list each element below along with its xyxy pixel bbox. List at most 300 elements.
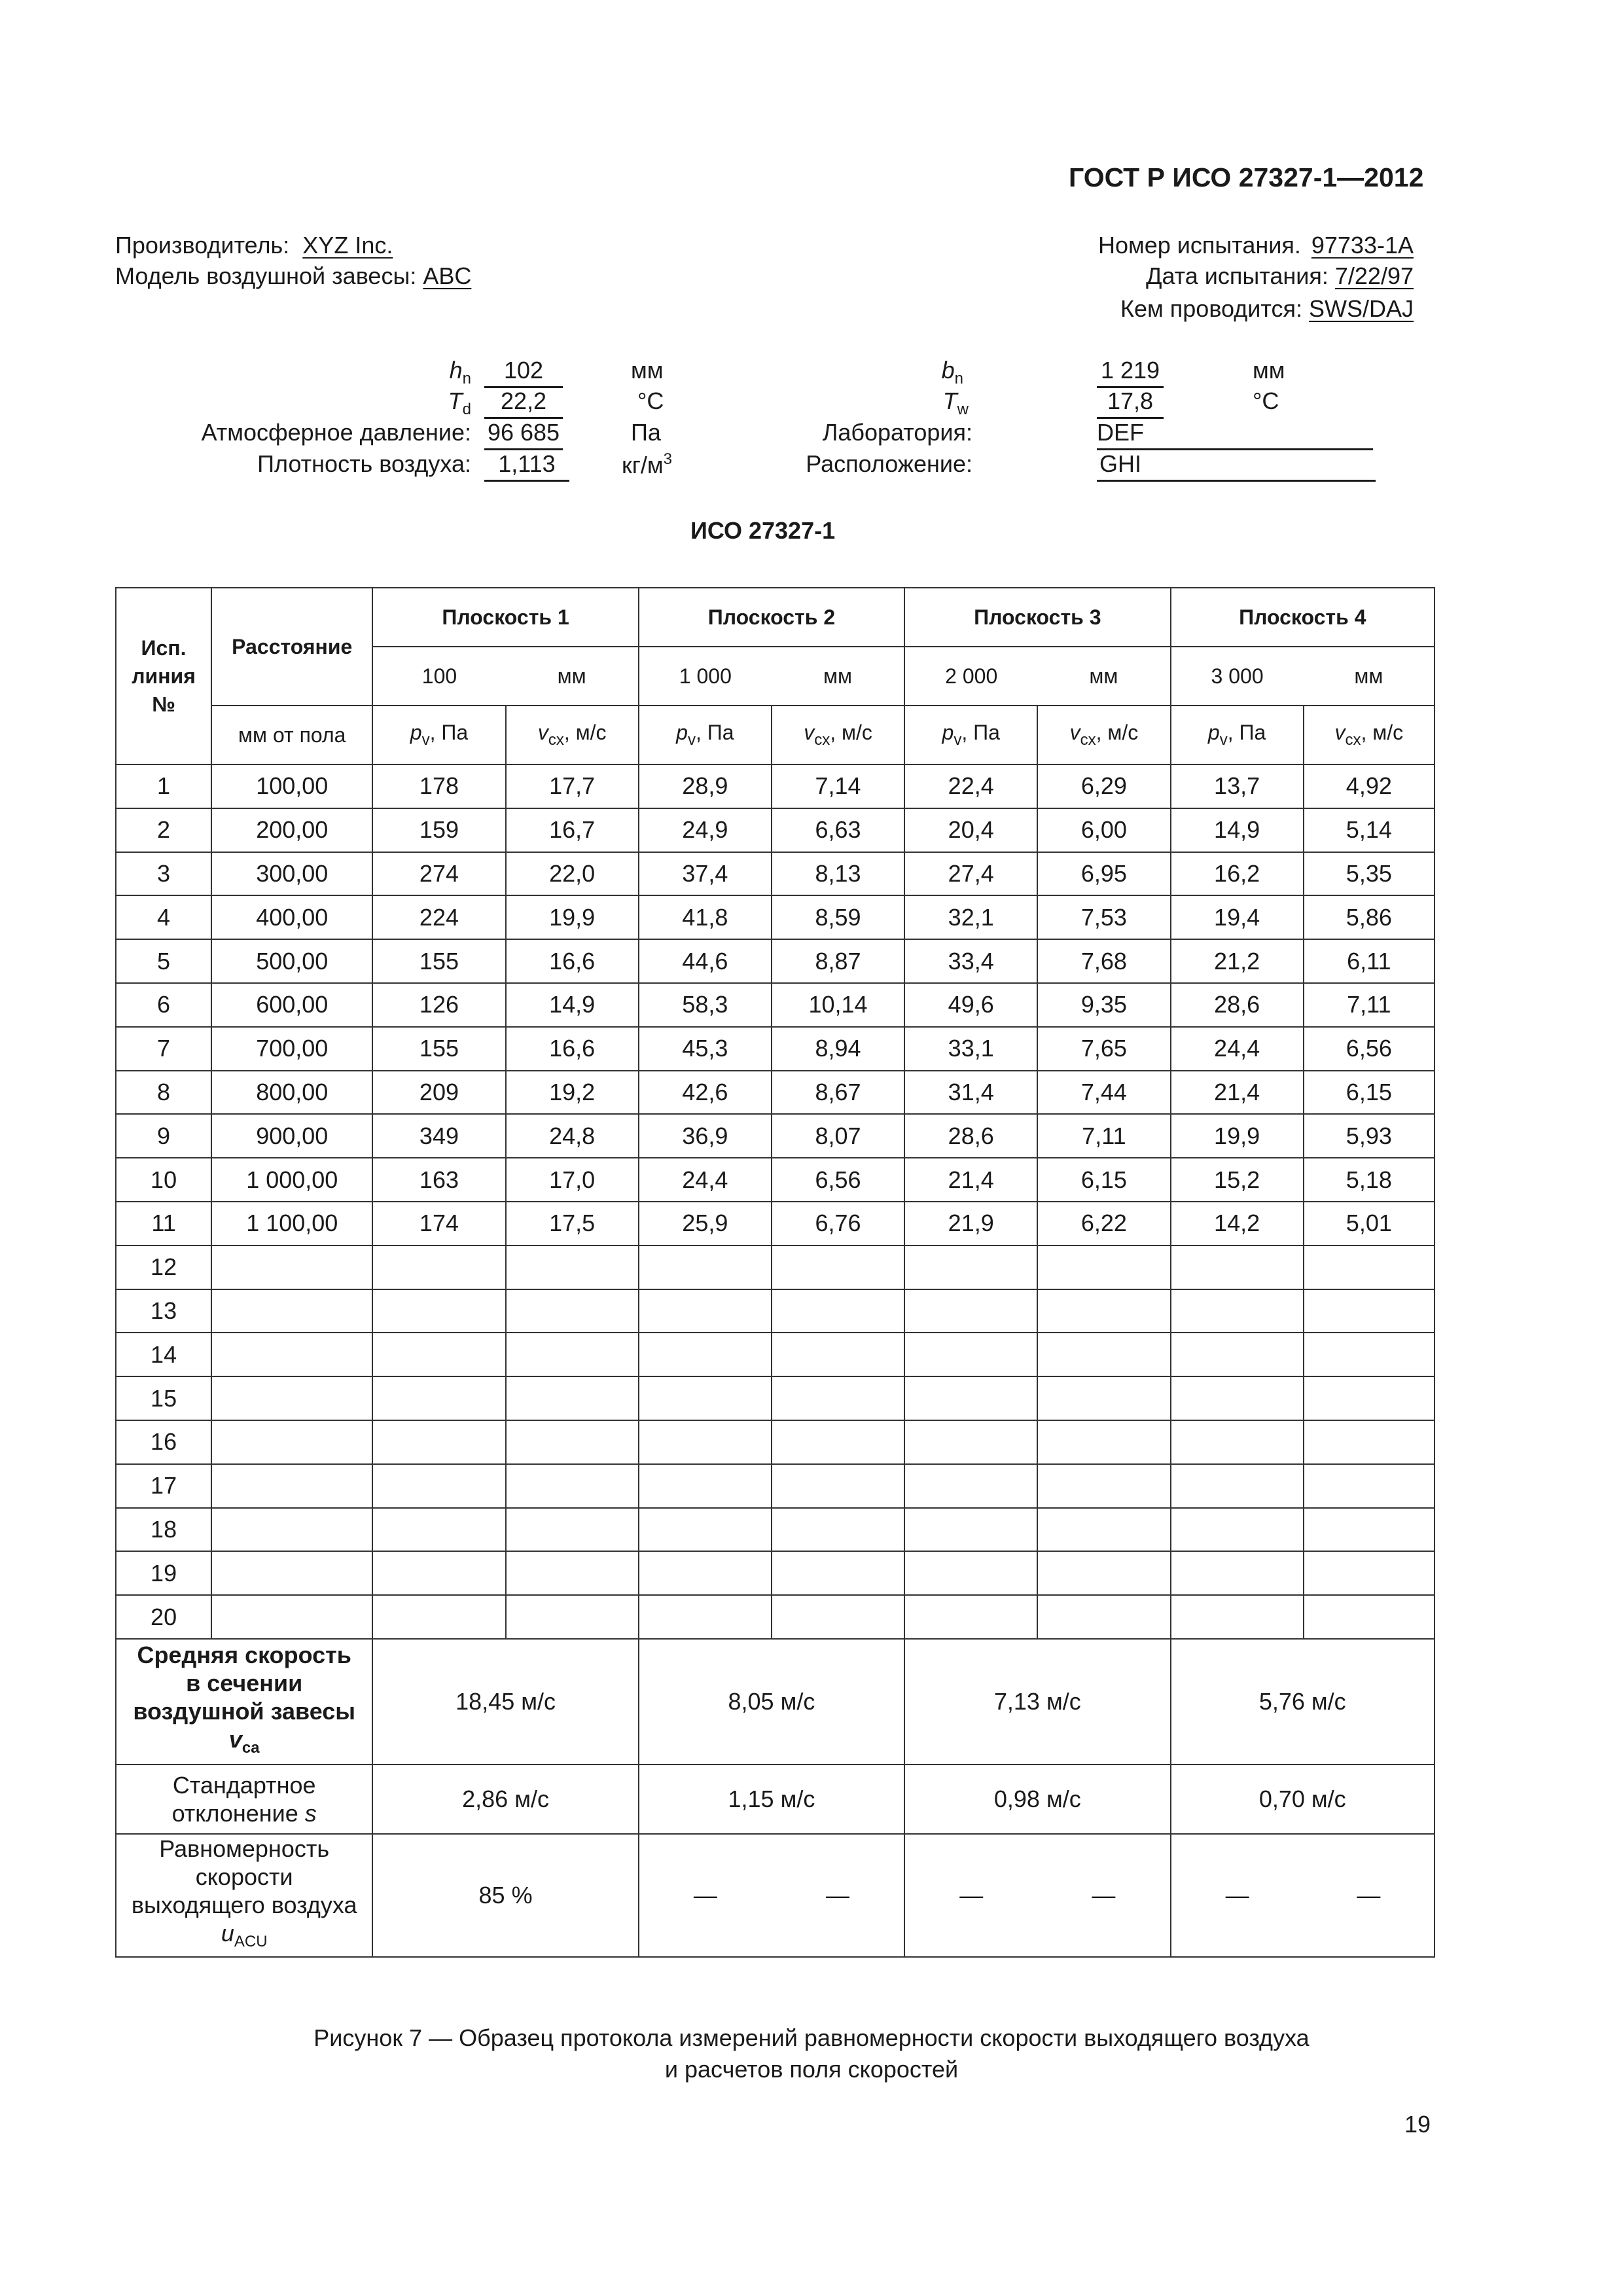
pv-cell: 178 [372,764,505,808]
density-label: Плотность воздуха: [257,450,471,477]
vcx-cell: 7,53 [1037,895,1170,939]
std-dev-plane-2: 1,15 м/с [639,1765,904,1834]
plane-4-distance: 3 000 [1171,647,1304,706]
distance-cell [211,1551,372,1595]
vcx-cell: 9,35 [1037,983,1170,1027]
header-distance: Расстояние [211,588,372,706]
vcx-cell: 16,6 [506,939,639,983]
vcx-cell: 5,01 [1304,1202,1435,1246]
vcx-cell: 17,5 [506,1202,639,1246]
line-number-cell: 10 [116,1158,211,1202]
table-row [116,1420,1435,1464]
pressure-label: Атмосферное давление: [201,419,471,446]
pv-header: $p_v$, Па [904,706,1037,764]
td-value: 22,2 [500,387,547,414]
caption-line-1: Рисунок 7 — Образец протокола измерений равномерности скорости выходящего воздуха [313,2024,1310,2051]
avg-velocity-plane-1: 18,45 м/с [372,1639,638,1765]
pv-cell [372,1333,505,1376]
pv-cell [639,1333,772,1376]
distance-cell [211,1464,372,1508]
vcx-cell [1304,1376,1435,1420]
pv-cell: 45,3 [639,1027,772,1071]
pv-cell [904,1464,1037,1508]
line-number-cell: 2 [116,808,211,852]
td-symbol: $T_d$ [448,387,471,418]
vcx-cell [772,1376,904,1420]
table-row [116,939,1435,983]
vcx-cell: 6,22 [1037,1202,1170,1246]
caption-line-2: и расчетов поля скоростей [664,2056,959,2083]
line-number-cell: 13 [116,1289,211,1333]
distance-cell [211,1333,372,1376]
iso-title: ИСО 27327-1 [690,517,836,544]
vcx-cell [772,1464,904,1508]
vcx-cell: 5,18 [1304,1158,1435,1202]
pv-cell: 44,6 [639,939,772,983]
pv-cell: 22,4 [904,764,1037,808]
header-plane-3: Плоскость 3 [904,588,1170,647]
vcx-header: $v_{cx}$, м/с [1037,706,1170,764]
line-number-cell: 15 [116,1376,211,1420]
table-row [116,983,1435,1027]
location-value: GHI [1099,450,1142,477]
test-number-value: 97733-1A [1311,232,1414,259]
vcx-cell [506,1420,639,1464]
manufacturer-value: XYZ Inc. [302,232,393,259]
line-number-cell: 16 [116,1420,211,1464]
pv-cell [639,1508,772,1552]
vcx-cell [1037,1508,1170,1552]
vcx-cell [1037,1420,1170,1464]
vcx-cell [772,1420,904,1464]
pv-cell [372,1595,505,1639]
pv-cell: 32,1 [904,895,1037,939]
table-row [116,1071,1435,1115]
vcx-cell: 24,8 [506,1114,639,1158]
distance-unit: мм от пола [211,706,372,764]
pv-cell: 21,9 [904,1202,1037,1246]
distance-cell [211,1595,372,1639]
pv-header: $p_v$, Па [372,706,505,764]
vcx-cell: 8,67 [772,1071,904,1115]
pv-cell [639,1289,772,1333]
hn-value: 102 [503,357,544,384]
pv-cell [904,1246,1037,1289]
pv-cell [372,1376,505,1420]
pv-cell: 25,9 [639,1202,772,1246]
vcx-cell: 7,11 [1304,983,1435,1027]
plane-1-unit: мм [506,647,639,706]
pv-header: $p_v$, Па [639,706,772,764]
table-row [116,852,1435,896]
vcx-cell [1304,1333,1435,1376]
hn-unit: мм [631,357,664,384]
uniformity-dash: — [1171,1834,1304,1957]
pv-cell: 28,6 [904,1114,1037,1158]
vcx-cell: 8,59 [772,895,904,939]
line-number-cell: 18 [116,1508,211,1552]
model-line [115,262,471,290]
table-row [116,1246,1435,1289]
density-value: 1,113 [498,450,556,477]
vcx-cell [506,1595,639,1639]
vcx-cell [1304,1508,1435,1552]
tw-symbol: $T_w$ [942,387,969,418]
vcx-cell: 19,9 [506,895,639,939]
lab-label: Лаборатория: [822,419,972,446]
vcx-cell [506,1376,639,1420]
pv-cell [904,1508,1037,1552]
table-row [116,1551,1435,1595]
pv-cell [639,1464,772,1508]
vcx-cell: 6,11 [1304,939,1435,983]
bn-value: 1 219 [1100,357,1160,384]
table-row [116,1508,1435,1552]
vcx-cell [772,1595,904,1639]
pv-cell: 16,2 [1171,852,1304,896]
pv-cell: 36,9 [639,1114,772,1158]
vcx-cell [772,1551,904,1595]
plane-2-distance: 1 000 [639,647,772,706]
line-number-cell: 20 [116,1595,211,1639]
location-underline [1097,480,1376,482]
vcx-cell [1304,1420,1435,1464]
vcx-cell: 10,14 [772,983,904,1027]
vcx-cell: 6,00 [1037,808,1170,852]
pv-cell: 21,4 [1171,1071,1304,1115]
vcx-cell [506,1508,639,1552]
line-number-cell: 8 [116,1071,211,1115]
pv-cell [1171,1376,1304,1420]
distance-cell: 1 000,00 [211,1158,372,1202]
pressure-value: 96 685 [487,419,560,446]
td-unit: °C [637,387,664,414]
bn-symbol: $b_n$ [941,357,963,387]
table-row [116,1202,1435,1246]
distance-cell: 800,00 [211,1071,372,1115]
distance-cell: 500,00 [211,939,372,983]
header-plane-4: Плоскость 4 [1171,588,1435,647]
pv-cell [372,1464,505,1508]
document-code: ГОСТ Р ИСО 27327-1—2012 [1069,162,1424,192]
pv-cell: 349 [372,1114,505,1158]
vcx-cell: 6,15 [1304,1071,1435,1115]
pv-cell [639,1376,772,1420]
pv-cell: 274 [372,852,505,896]
vcx-cell [506,1551,639,1595]
vcx-cell [506,1464,639,1508]
pv-cell [904,1333,1037,1376]
figure-caption [0,2022,1623,2085]
vcx-cell [1304,1246,1435,1289]
plane-3-unit: мм [1037,647,1170,706]
pv-cell [1171,1551,1304,1595]
vcx-cell: 5,93 [1304,1114,1435,1158]
vcx-cell [772,1333,904,1376]
model-value: ABC [423,262,472,289]
table-row [116,1027,1435,1071]
pv-cell: 20,4 [904,808,1037,852]
pv-cell: 58,3 [639,983,772,1027]
avg-velocity-plane-3: 7,13 м/с [904,1639,1170,1765]
vcx-cell: 6,56 [1304,1027,1435,1071]
vcx-cell: 7,14 [772,764,904,808]
vcx-cell: 6,95 [1037,852,1170,896]
vcx-header: $v_{cx}$, м/с [772,706,904,764]
vcx-cell: 6,63 [772,808,904,852]
vcx-header: $v_{cx}$, м/с [506,706,639,764]
pv-cell: 24,4 [639,1158,772,1202]
table-row [116,1289,1435,1333]
pv-cell: 33,1 [904,1027,1037,1071]
vcx-cell: 7,44 [1037,1071,1170,1115]
pv-cell: 31,4 [904,1071,1037,1115]
model-label: Модель воздушной завесы: [115,262,417,289]
vcx-cell [1304,1289,1435,1333]
lab-value: DEF [1097,419,1144,446]
uniformity-value: 85 % [372,1834,638,1957]
uniformity-dash: — [772,1834,904,1957]
distance-cell [211,1246,372,1289]
header-line-number: Исп. линия № [116,588,211,764]
conducted-by-line [1120,295,1414,323]
table-row [116,1158,1435,1202]
vcx-header: $v_{cx}$, м/с [1304,706,1435,764]
test-number-label: Номер испытания. [1097,232,1301,259]
vcx-cell: 8,07 [772,1114,904,1158]
distance-cell: 700,00 [211,1027,372,1071]
plane-4-unit: мм [1304,647,1435,706]
pv-cell [1171,1420,1304,1464]
pv-cell [1171,1246,1304,1289]
pv-cell: 42,6 [639,1071,772,1115]
test-date-label: Дата испытания: [1146,262,1329,289]
vcx-cell: 22,0 [506,852,639,896]
pv-cell [904,1551,1037,1595]
vcx-cell: 17,0 [506,1158,639,1202]
vcx-cell: 8,94 [772,1027,904,1071]
pv-cell [1171,1508,1304,1552]
plane-1-distance: 100 [372,647,505,706]
line-number-cell: 7 [116,1027,211,1071]
line-number-cell: 4 [116,895,211,939]
vcx-cell: 14,9 [506,983,639,1027]
line-number-cell: 14 [116,1333,211,1376]
line-number-cell: 6 [116,983,211,1027]
distance-cell: 400,00 [211,895,372,939]
distance-cell: 100,00 [211,764,372,808]
pv-cell [904,1289,1037,1333]
pv-cell [904,1595,1037,1639]
pv-cell [1171,1595,1304,1639]
uniformity-label: Равномерность скорости выходящего воздуха $u_{ACU}$ [116,1834,372,1957]
vcx-cell: 5,86 [1304,895,1435,939]
distance-cell: 300,00 [211,852,372,896]
pv-cell: 174 [372,1202,505,1246]
vcx-cell: 5,35 [1304,852,1435,896]
tw-value: 17,8 [1107,387,1154,414]
tw-unit: °C [1253,387,1279,414]
pressure-unit: Па [631,419,661,446]
avg-velocity-plane-4: 5,76 м/с [1171,1639,1435,1765]
measurement-table [115,587,1435,1958]
pv-cell: 126 [372,983,505,1027]
vcx-cell [772,1508,904,1552]
pv-header: $p_v$, Па [1171,706,1304,764]
distance-cell [211,1289,372,1333]
vcx-cell [1037,1333,1170,1376]
pv-cell: 27,4 [904,852,1037,896]
line-number-cell: 11 [116,1202,211,1246]
pv-cell: 155 [372,939,505,983]
pv-cell [639,1595,772,1639]
pv-cell [904,1420,1037,1464]
header-plane-1: Плоскость 1 [372,588,638,647]
manufacturer-line [115,232,393,259]
uniformity-dash: — [904,1834,1037,1957]
uniformity-dash: — [639,1834,772,1957]
pv-cell: 15,2 [1171,1158,1304,1202]
distance-cell: 900,00 [211,1114,372,1158]
vcx-cell: 4,92 [1304,764,1435,808]
vcx-cell: 6,76 [772,1202,904,1246]
test-date-value: 7/22/97 [1334,262,1414,289]
vcx-cell: 6,15 [1037,1158,1170,1202]
pv-cell: 21,4 [904,1158,1037,1202]
table-row [116,1595,1435,1639]
table-row [116,1333,1435,1376]
avg-velocity-plane-2: 8,05 м/с [639,1639,904,1765]
distance-cell: 200,00 [211,808,372,852]
pv-cell [1171,1333,1304,1376]
pv-cell [904,1376,1037,1420]
line-number-cell: 12 [116,1246,211,1289]
pv-cell [372,1246,505,1289]
std-dev-plane-3: 0,98 м/с [904,1765,1170,1834]
vcx-cell: 16,7 [506,808,639,852]
vcx-cell [1304,1464,1435,1508]
distance-cell: 600,00 [211,983,372,1027]
conducted-by-value: SWS/DAJ [1308,295,1414,322]
std-dev-plane-1: 2,86 м/с [372,1765,638,1834]
pv-cell: 19,9 [1171,1114,1304,1158]
vcx-cell [1037,1551,1170,1595]
test-date-line [1146,262,1414,290]
avg-velocity-label: Средняя скорость в сечении воздушной завесы $v_{ca}$ [116,1639,372,1765]
std-dev-plane-4: 0,70 м/с [1171,1765,1435,1834]
vcx-cell: 7,11 [1037,1114,1170,1158]
table-row [116,895,1435,939]
pv-cell: 14,9 [1171,808,1304,852]
density-unit: $кг/м^3$ [622,450,672,478]
line-number-cell: 19 [116,1551,211,1595]
vcx-cell: 5,14 [1304,808,1435,852]
vcx-cell [1304,1551,1435,1595]
std-dev-label: Стандартное отклонение s [116,1765,372,1834]
table-row [116,1464,1435,1508]
pv-cell: 155 [372,1027,505,1071]
test-number-line [1098,232,1414,259]
pv-cell: 14,2 [1171,1202,1304,1246]
table-row [116,1114,1435,1158]
vcx-cell: 8,13 [772,852,904,896]
manufacturer-label: Производитель: [115,232,290,259]
vcx-cell [1304,1595,1435,1639]
pv-cell: 49,6 [904,983,1037,1027]
pv-cell [639,1420,772,1464]
table-row [116,764,1435,808]
pv-cell [639,1246,772,1289]
line-number-cell: 5 [116,939,211,983]
pv-cell: 21,2 [1171,939,1304,983]
uniformity-dash: — [1037,1834,1170,1957]
vcx-cell [1037,1464,1170,1508]
pv-cell: 37,4 [639,852,772,896]
vcx-cell: 19,2 [506,1071,639,1115]
location-label: Расположение: [806,450,972,477]
vcx-cell [1037,1376,1170,1420]
vcx-cell [772,1289,904,1333]
vcx-cell: 17,7 [506,764,639,808]
hn-symbol: $h_n$ [449,357,471,387]
table-row [116,1376,1435,1420]
plane-3-distance: 2 000 [904,647,1037,706]
pv-cell [1171,1464,1304,1508]
vcx-cell [506,1246,639,1289]
line-number-cell: 17 [116,1464,211,1508]
vcx-cell: 7,65 [1037,1027,1170,1071]
pv-cell: 28,9 [639,764,772,808]
line-number-cell: 1 [116,764,211,808]
line-number-cell: 3 [116,852,211,896]
vcx-cell: 6,29 [1037,764,1170,808]
distance-cell [211,1376,372,1420]
uniformity-dash: — [1304,1834,1435,1957]
vcx-cell: 16,6 [506,1027,639,1071]
pv-cell [639,1551,772,1595]
pv-cell [372,1551,505,1595]
page-number: 19 [1404,2111,1431,2138]
pv-cell: 33,4 [904,939,1037,983]
density-underline [484,480,569,482]
vcx-cell [506,1333,639,1376]
pv-cell: 41,8 [639,895,772,939]
pv-cell: 13,7 [1171,764,1304,808]
pv-cell [372,1508,505,1552]
vcx-cell [1037,1246,1170,1289]
vcx-cell: 8,87 [772,939,904,983]
pv-cell: 163 [372,1158,505,1202]
pv-cell: 159 [372,808,505,852]
distance-cell: 1 100,00 [211,1202,372,1246]
header-plane-2: Плоскость 2 [639,588,904,647]
vcx-cell [506,1289,639,1333]
plane-2-unit: мм [772,647,904,706]
conducted-by-label: Кем проводится: [1120,295,1302,322]
distance-cell [211,1508,372,1552]
pv-cell: 209 [372,1071,505,1115]
pv-cell: 28,6 [1171,983,1304,1027]
vcx-cell: 6,56 [772,1158,904,1202]
pv-cell: 24,4 [1171,1027,1304,1071]
pv-cell: 19,4 [1171,895,1304,939]
pv-cell [372,1420,505,1464]
pv-cell: 224 [372,895,505,939]
vcx-cell [1037,1289,1170,1333]
pv-cell [1171,1289,1304,1333]
table-row [116,808,1435,852]
vcx-cell [1037,1595,1170,1639]
